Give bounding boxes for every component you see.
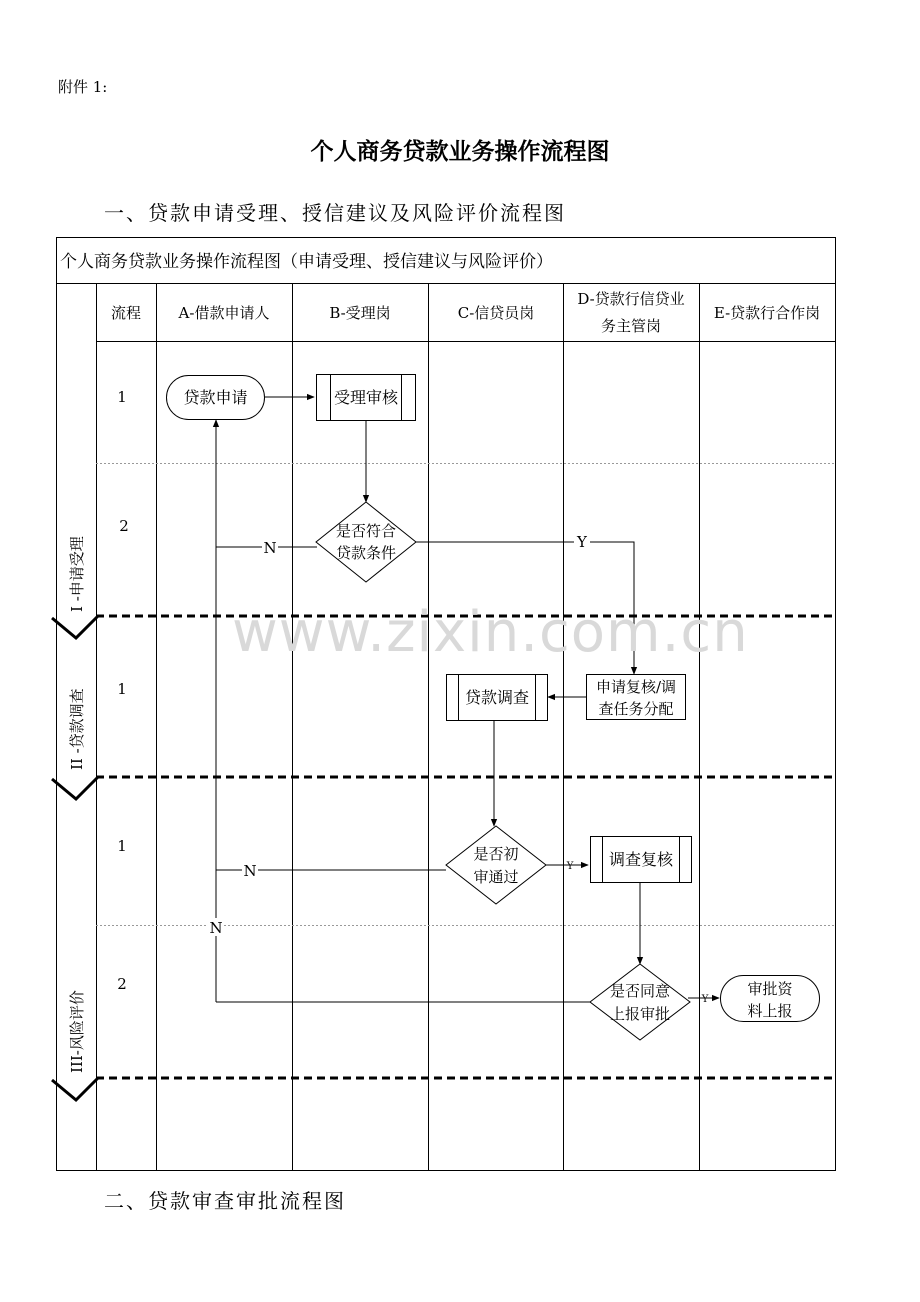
svg-text:贷款条件: 贷款条件 xyxy=(335,544,397,562)
svg-text:受理审核: 受理审核 xyxy=(333,388,399,407)
edge-label-n: N xyxy=(209,919,223,937)
phase-label-3: III-风险评价 xyxy=(68,990,86,1073)
node-survey-review xyxy=(591,836,692,883)
node-loan-survey xyxy=(447,674,548,721)
svg-text:审通过: 审通过 xyxy=(473,868,519,886)
node-recheck-assignment xyxy=(587,675,686,720)
table-caption: 个人商务贷款业务操作流程图（申请受理、授信建议与风险评价） xyxy=(60,252,553,272)
edge-label-y: Y xyxy=(577,533,587,551)
node-acceptance-review xyxy=(317,374,416,421)
col-header-c: C-信贷员岗 xyxy=(457,304,535,322)
node-meets-conditions-decision xyxy=(316,502,416,582)
svg-text:调查复核: 调查复核 xyxy=(608,850,674,869)
svg-text:料上报: 料上报 xyxy=(747,1002,793,1020)
step-number: 1 xyxy=(117,388,127,406)
node-preliminary-decision xyxy=(446,826,546,904)
col-header-d-line1: D-贷款行信贷业 xyxy=(577,290,685,308)
node-report-materials xyxy=(721,976,820,1022)
watermark: www.zixin.com.cn xyxy=(232,600,749,665)
phase-label-2: II -贷款调查 xyxy=(68,688,86,770)
step-number: 1 xyxy=(117,680,127,698)
svg-text:是否符合: 是否符合 xyxy=(335,522,397,540)
col-header-step: 流程 xyxy=(110,304,142,322)
edge-label-y: Y xyxy=(701,994,709,1005)
attachment-label: 附件 1: xyxy=(58,78,108,96)
phase-label-1: I -申请受理 xyxy=(68,536,86,612)
section-2-title: 二、贷款审查审批流程图 xyxy=(104,1189,346,1213)
svg-text:是否同意: 是否同意 xyxy=(609,982,671,1000)
svg-text:上报审批: 上报审批 xyxy=(609,1005,671,1023)
edge-label-n: N xyxy=(243,862,257,880)
svg-text:审批资: 审批资 xyxy=(747,980,793,998)
main-title: 个人商务贷款业务操作流程图 xyxy=(310,139,610,165)
step-number: 1 xyxy=(117,837,127,855)
svg-text:是否初: 是否初 xyxy=(473,845,519,863)
col-header-e: E-贷款行合作岗 xyxy=(713,304,821,322)
col-header-b: B-受理岗 xyxy=(329,304,391,322)
step-number: 2 xyxy=(119,517,129,535)
step-number: 2 xyxy=(117,975,127,993)
svg-text:申请复核/调: 申请复核/调 xyxy=(595,678,677,696)
col-header-d-line2: 务主管岗 xyxy=(600,317,662,335)
svg-text:贷款调查: 贷款调查 xyxy=(464,688,530,707)
node-loan-application xyxy=(167,376,265,420)
node-agree-report-decision xyxy=(590,964,690,1040)
svg-text:贷款申请: 贷款申请 xyxy=(183,388,248,407)
col-header-a: A-借款申请人 xyxy=(178,304,270,322)
section-1-title: 一、贷款申请受理、授信建议及风险评价流程图 xyxy=(104,201,566,225)
edge-label-n: N xyxy=(263,539,277,557)
svg-text:查任务分配: 查任务分配 xyxy=(598,700,674,718)
edge-label-y: Y xyxy=(566,861,574,872)
